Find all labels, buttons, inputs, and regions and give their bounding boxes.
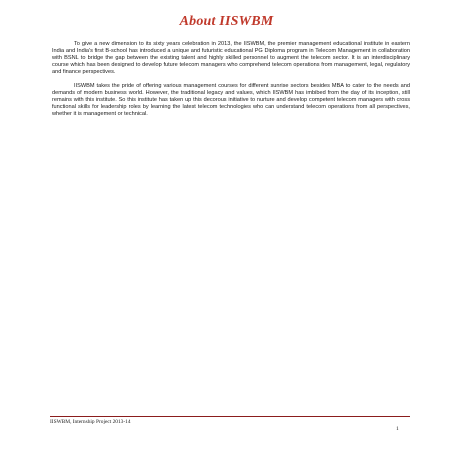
paragraph-2: IISWBM takes the pride of offering various management courses for different sunrise sectors besides MBA to cater to the needs and demands of modern business world. However, the traditional legacy and values, which IISWBM has imbibed from the day of its inception, still remains with this institute. So this institute has taken up this decorous initiative to nurture and develop competent telecom managers with cross functional skills for leadership roles by learning the latest telecom technologies who can understand telecom operations from all perspectives, whether it is management or technical. (52, 83, 410, 118)
paragraph-1: To give a new dimension to its sixty years celebration in 2013, the IISWBM, the premier management educational institute in eastern India and India's first B-school has introduced a unique and futuristic educational PG Diploma program in Telecom Management in collaboration with BSNL to bridge the gap between the existing talent and highly skilled personnel to augment the telecom sector. It is an interdisciplinary course which has been designed to develop future telecom managers who comprehend telecom operations from management, legal, regulatory and finance perspectives. (52, 41, 410, 76)
page-number: 1 (396, 426, 399, 432)
page-title: About IISWBM (179, 14, 274, 29)
body-text (52, 41, 410, 125)
footer-text: IISWBM, Internship Project 2013-14 (50, 419, 131, 425)
footer-divider (50, 416, 410, 417)
